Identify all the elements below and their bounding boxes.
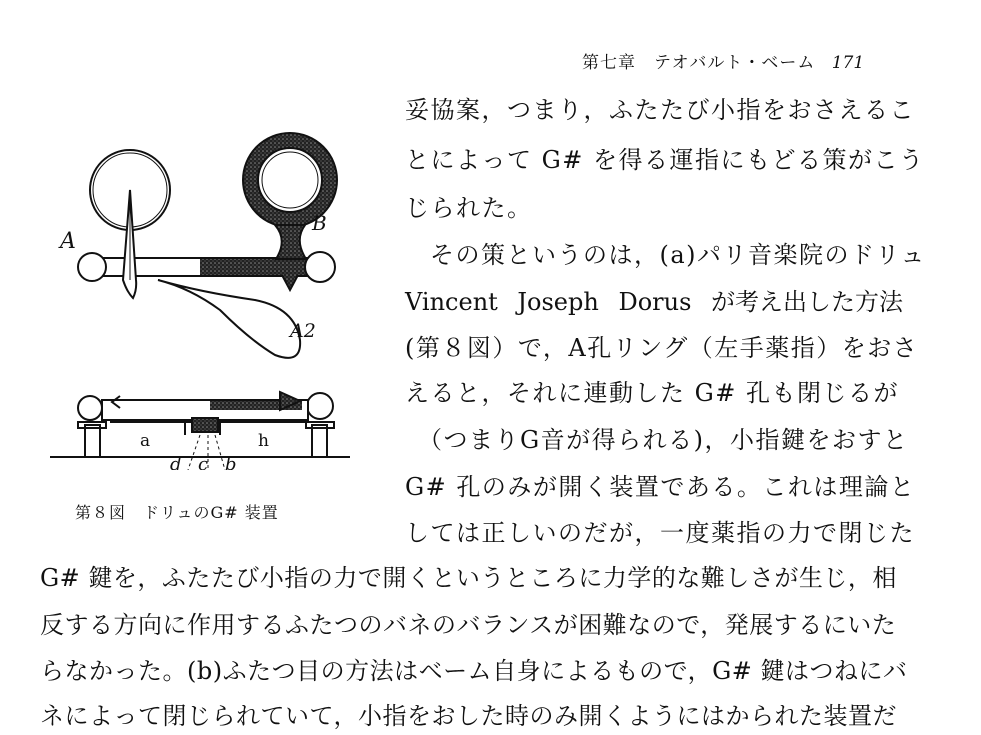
text-line-12: 反する方向に作用するふたつのバネのバランスが困難なので，発展するにいた xyxy=(40,611,897,639)
text-line-2: とによって G# を得る運指にもどる策がこう xyxy=(405,146,925,174)
text-line-13: らなかった。(b)ふたつ目の方法はベーム自身によるもので，G# 鍵はつねにバ xyxy=(40,657,908,685)
text-line-1: 妥協案，つまり，ふたたび小指をおさえるこ xyxy=(405,96,915,124)
text-line-11: G# 鍵を，ふたたび小指の力で開くというところに力学的な難しさが生じ，相 xyxy=(40,564,897,592)
label-d: d xyxy=(170,454,182,470)
running-header xyxy=(582,48,864,73)
text-line-7: えると，それに連動した G# 孔も閉じるが xyxy=(405,379,900,407)
label-h: h xyxy=(258,431,269,451)
text-line-6: (第８図）で，A孔リング（左手薬指）をおさ xyxy=(405,334,919,362)
label-B: B xyxy=(312,211,327,235)
text-line-10: しては正しいのだが，一度薬指の力で閉じた xyxy=(405,519,915,547)
label-a: a xyxy=(140,431,151,451)
text-line-14: ネによって閉じられていて，小指をおした時のみ開くようにはかられた装置だ xyxy=(40,702,898,730)
label-b: b xyxy=(225,454,237,470)
text-line-9: G# 孔のみが開く装置である。これは理論と xyxy=(405,473,916,501)
label-c: c xyxy=(198,454,209,470)
page-number: 171 xyxy=(831,53,865,73)
chapter-title: 第七章 テオバルト・ベーム xyxy=(582,53,816,73)
text-line-4: その策というのは，(a)パリ音楽院のドリュ xyxy=(430,241,926,269)
label-A2: A2 xyxy=(290,320,316,342)
label-A: A xyxy=(60,229,76,254)
figure-caption: 第８図 ドリュのG# 装置 xyxy=(75,503,279,522)
text-line-3: じられた。 xyxy=(405,194,533,222)
text-line-8: （つまりG音が得られる)，小指鍵をおすと xyxy=(418,426,909,454)
dorus-g-sharp-mechanism-figure xyxy=(50,130,350,470)
text-line-5: Vincent Joseph Dorus が考え出した方法 xyxy=(405,288,904,316)
